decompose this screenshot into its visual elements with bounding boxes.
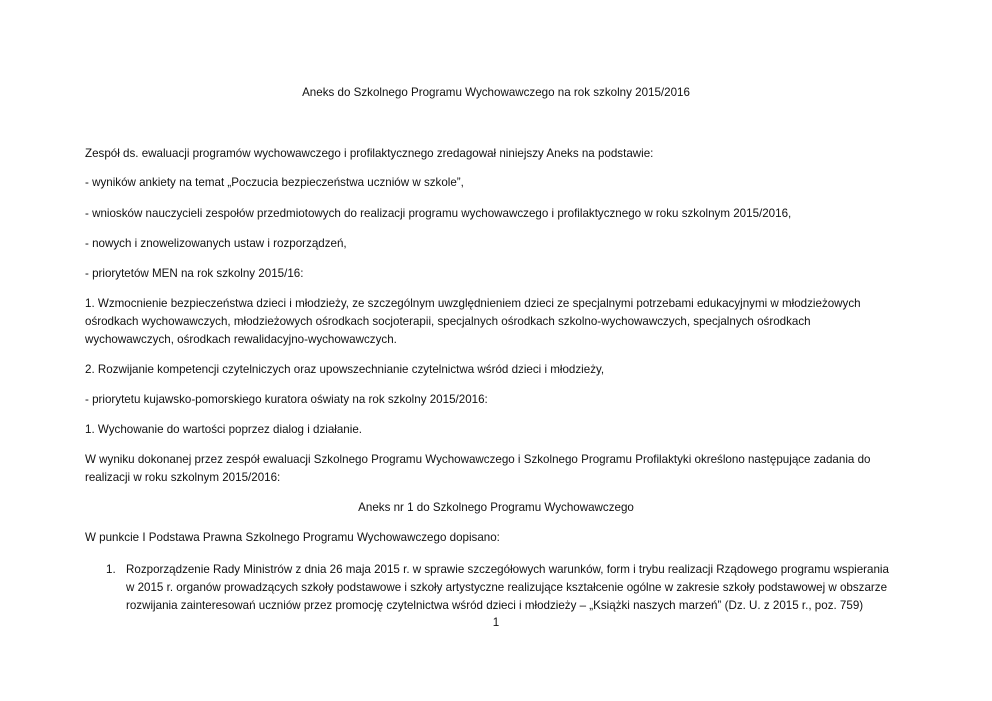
legal-item-line-2: w 2015 r. organów prowadzących szkoły podstawowe i szkoły artystyczne realizujące kształcenie ogólne w zakresie szkoły podstawowej w obszarze	[126, 581, 888, 594]
intro-paragraph: Zespół ds. ewaluacji programów wychowawczego i profilaktycznego zredagował niniejszy Aneks na podstawie:	[85, 147, 654, 160]
men-priority-1-line-3: wychowawczych, ośrodkach rewalidacyjno-wychowawczych.	[85, 333, 397, 346]
annex-heading: Aneks nr 1 do Szkolnego Programu Wychowawczego	[358, 501, 634, 514]
bullet-survey: - wyników ankiety na temat „Poczucia bezpieczeństwa uczniów w szkole”,	[85, 176, 464, 189]
legal-item-line-3: rozwijania zainteresowań uczniów przez promocję czytelnictwa wśród dzieci i młodzieży – „Książki naszych marzeń” (Dz. U. z 2015 r., poz. 759)	[126, 599, 864, 612]
legal-item-text	[126, 561, 916, 615]
legal-item-line-1: Rozporządzenie Rady Ministrów z dnia 26 maja 2015 r. w sprawie szczegółowych warunków, form i trybu realizacji Rządowego programu wspierania	[126, 563, 889, 576]
bullet-regulations: - nowych i znowelizowanych ustaw i rozporządzeń,	[85, 237, 347, 250]
men-priority-2: 2. Rozwijanie kompetencji czytelniczych oraz upowszechnianie czytelnictwa wśród dzieci i młodzieży,	[85, 363, 605, 376]
legal-item-number: 1.	[106, 563, 116, 576]
result-paragraph-line-2: realizacji w roku szkolnym 2015/2016:	[85, 471, 281, 484]
result-paragraph-line-1: W wyniku dokonanej przez zespół ewaluacji Szkolnego Programu Wychowawczego i Szkolnego Programu Profilaktyki określono następujące zadania do	[85, 453, 871, 466]
document-title: Aneks do Szkolnego Programu Wychowawczego na rok szkolny 2015/2016	[302, 86, 690, 99]
bullet-teachers: - wniosków nauczycieli zespołów przedmiotowych do realizacji programu wychowawczego i profilaktycznego w roku szkolnym 2015/2016,	[85, 207, 792, 220]
page-number: 1	[492, 616, 500, 629]
bullet-men-priorities: - priorytetów MEN na rok szkolny 2015/16:	[85, 267, 304, 280]
section-intro: W punkcie I Podstawa Prawna Szkolnego Programu Wychowawczego dopisano:	[85, 531, 500, 544]
kurator-heading: - priorytetu kujawsko-pomorskiego kuratora oświaty na rok szkolny 2015/2016:	[85, 393, 488, 406]
men-priority-1-line-2: ośrodkach wychowawczych, młodzieżowych ośrodkach socjoterapii, specjalnych ośrodkach szkolno-wychowawczych, specjalnych ośrodkach	[85, 315, 811, 328]
men-priority-1-line-1: 1. Wzmocnienie bezpieczeństwa dzieci i młodzieży, ze szczególnym uwzględnieniem dzieci ze specjalnymi potrzebami edukacyjnymi w młodzieżowych	[85, 297, 861, 310]
kurator-priority-1: 1. Wychowanie do wartości poprzez dialog i działanie.	[85, 423, 363, 436]
